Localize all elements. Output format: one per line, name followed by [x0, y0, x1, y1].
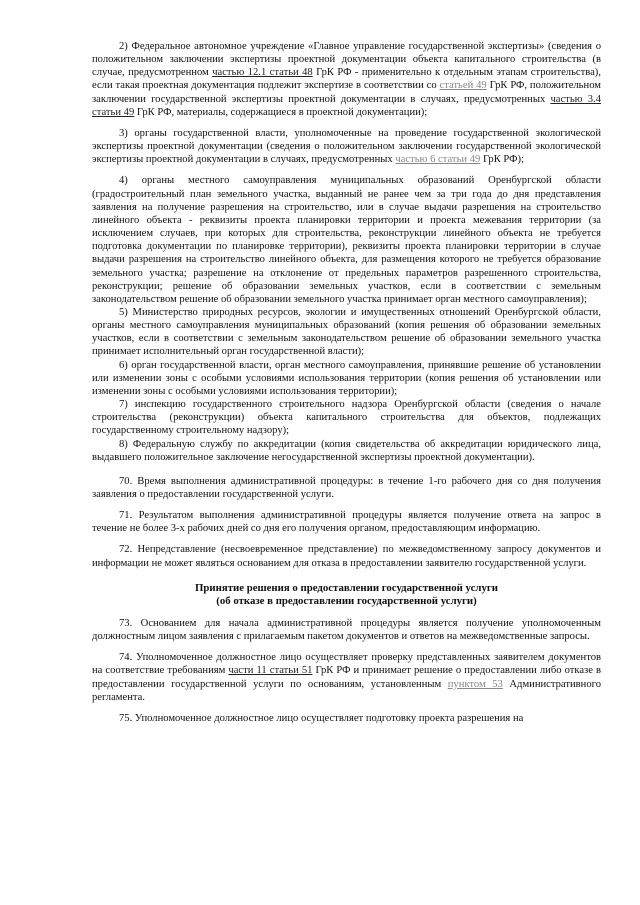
paragraph-75: 75. Уполномоченное должностное лицо осуществляет подготовку проекта разрешения на — [119, 712, 524, 724]
link-paragraph-53[interactable]: пунктом 53 — [447, 678, 503, 690]
paragraph-70: 70. Время выполнения административной процедуры: в течение 1-го рабочего дня со дня получения заявления о предоставлении государственной услуги. — [92, 475, 601, 500]
section-heading-line-2: (об отказе в предоставлении государственной услуги) — [216, 595, 477, 608]
paragraph-item-5: 5) Министерство природных ресурсов, экологии и имущественных отношений Оренбургской области, органы местного самоуправления муниципальных образований (копия решения об образовании земельных участков, если в соответствии с земельным законодательством решение об образовании земельного участка принимает исполнительный орган государственной власти); — [92, 306, 601, 358]
paragraph-71: 71. Результатом выполнения административной процедуры является получение ответа на запрос в течение не более 3-х рабочих дней со дня его получения органом, предоставляющим информацию. — [92, 510, 601, 535]
section-heading-line-1: Принятие решения о предоставлении государственной услуги — [195, 581, 498, 594]
paragraph-72: 72. Непредставление (несвоевременное представление) по межведомственному запросу документов и информации не может являться основанием для отказа в предоставлении заявителю государственной услуги. — [92, 544, 601, 569]
link-part-3-4-article-49[interactable]: частью 3.4 статьи 49 — [92, 93, 602, 118]
paragraph-item-2: 2) Федеральное автономное учреждение «Главное управление государственной экспертизы» (сведения о положительном заключении экспертизы проектной документации объекта капитального строительства (в случае, предусмотренном частью 12.1 статьи 48 ГрК РФ - применительно к отдельным этапам строительства), если такая проектная документация подлежит экспертизе в соответствии со статьей 49 ГрК РФ, положительном заключении государственной экспертизы проектной документации в случаях, предусмотренных частью 3.4 статьи 49 ГрК РФ, материалы, содержащиеся в проектной документации); — [92, 41, 602, 118]
paragraph-item-8: 8) Федеральную службу по аккредитации (копия свидетельства об аккредитации юридического лица, выдавшего положительное заключение негосударственной экспертизы проектной документации). — [92, 438, 601, 463]
paragraph-item-3: 3) органы государственной власти, уполномоченные на проведение государственной экологической экспертизы проектной документации (сведения о положительном заключении государственной экологической экспертизы проектной документации в случаях, предусмотренных частью 6 статьи 49 ГрК РФ); — [92, 127, 601, 166]
paragraph-item-7: 7) инспекцию государственного строительного надзора Оренбургской области (сведения о начале строительства (реконструкции) объекта капитального строительства для объектов, подлежащих государственному строительному надзору); — [92, 399, 601, 437]
link-article-49[interactable]: статьей 49 — [439, 80, 487, 92]
paragraph-item-6: 6) орган государственной власти, орган местного самоуправления, принявшие решение об установлении или изменении зоны с особыми условиями использования территории (копия решения об установлении или изменении зоны с особыми условиями использования территории); — [92, 359, 601, 397]
link-part-12-1-article-48[interactable]: частью 12.1 статьи 48 — [212, 67, 313, 79]
paragraph-74: 74. Уполномоченное должностное лицо осуществляет проверку представленных заявителем документов на соответствие требованиям части 11 статьи 51 ГрК РФ и принимает решение о предоставлении либо отказе в предоставлении государственной услуги по основаниям, установленным пунктом 53 Административного регламента. — [92, 652, 601, 703]
paragraph-item-4: 4) органы местного самоуправления муниципальных образований Оренбургской области (градостроительный план земельного участка, выданный не ранее чем за три года до дня представления заявления на получение разрешения на строительство, или в случае выдачи разрешения на строительство линейного объекта - реквизиты проекта планировки территории и проекта межевания территории (за исключением случаев, при которых для строительства, реконструкции линейного объекта не требуется подготовка документации по планировке территории), реквизиты проекта планировки территории в случае выдачи разрешения на строительство линейного объекта, для размещения которого не требуется образование земельного участка; разрешение на отклонение от предельных параметров разрешенного строительства, реконструкции; решение об образовании земельных участков, если в соответствии с земельным законодательством решение об образовании земельного участка принимает орган местного самоуправления); — [92, 175, 601, 305]
link-part-11-article-51[interactable]: части 11 статьи 51 — [228, 665, 313, 677]
section-heading — [92, 582, 601, 609]
link-part-6-article-49[interactable]: частью 6 статьи 49 — [395, 154, 481, 166]
paragraph-73: 73. Основанием для начала административной процедуры является получение уполномоченным должностным лицом заявления с прилагаемым пакетом документов и ответов на межведомственные запросы. — [92, 617, 601, 643]
document-body — [92, 40, 601, 725]
